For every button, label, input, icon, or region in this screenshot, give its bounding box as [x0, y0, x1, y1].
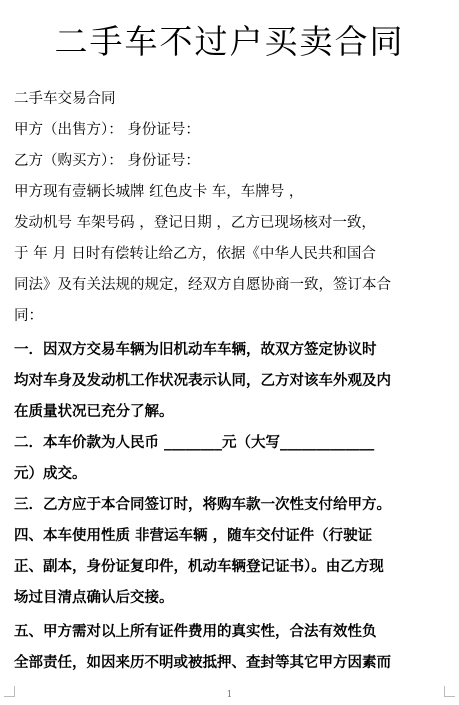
paragraph-line-6: 于 年 月 日时有偿转让给乙方，依据《中华人民共和国合	[14, 246, 376, 262]
paragraph-line-4: 甲方现有壹辆长城牌 红色皮卡 车，车牌号 ，	[14, 184, 304, 200]
clause-2-line-1: 二．本车价款为人民币 ________元（大写_____________	[14, 434, 375, 451]
clause-4-line-3: 场过目清点确认后交接。	[14, 589, 174, 606]
page-number: 1	[226, 690, 233, 700]
clause-1-line-1: 一．因双方交易车辆为旧机动车车辆，故双方签定协议时	[14, 341, 377, 358]
clause-5-line-2: 全部责任，如因来历不明或被抵押、查封等其它甲方因素而	[14, 654, 391, 671]
paragraph-line-7: 同法》及有关法规的规定，经双方自愿协商一致，签订本合	[14, 277, 391, 293]
paragraph-line-5: 发动机号 车架号码 ，登记日期 ，乙方已现场核对一致，	[14, 215, 376, 231]
paragraph-line-2: 甲方（出售方）： 身份证号：	[14, 122, 200, 138]
clause-4-line-2: 正、副本，身份证复印件，机动车辆登记证书）。由乙方现	[14, 558, 384, 575]
clause-1-line-3: 在质量状况已充分了解。	[14, 403, 174, 420]
clause-1-line-2: 均对车身及发动机工作状况表示认同，乙方对该车外观及内	[14, 372, 391, 389]
clause-4-line-1: 四、本车使用性质 非营运车辆 ，随车交付证件（行驶证	[14, 527, 373, 544]
clause-2-line-2: 元）成交。	[14, 465, 87, 482]
paragraph-line-1: 二手车交易合同	[14, 91, 116, 107]
document-title: 二手车不过户买卖合同	[54, 22, 405, 61]
paragraph-line-3: 乙方（购买方）： 身份证号：	[14, 153, 200, 169]
clause-5-line-1: 五、甲方需对以上所有证件费用的真实性，合法有效性负	[14, 623, 377, 640]
clause-3-line-1: 三．乙方应于本合同签订时，将购车款一次性支付给甲方。	[14, 496, 391, 513]
paragraph-line-8: 同：	[14, 308, 43, 324]
